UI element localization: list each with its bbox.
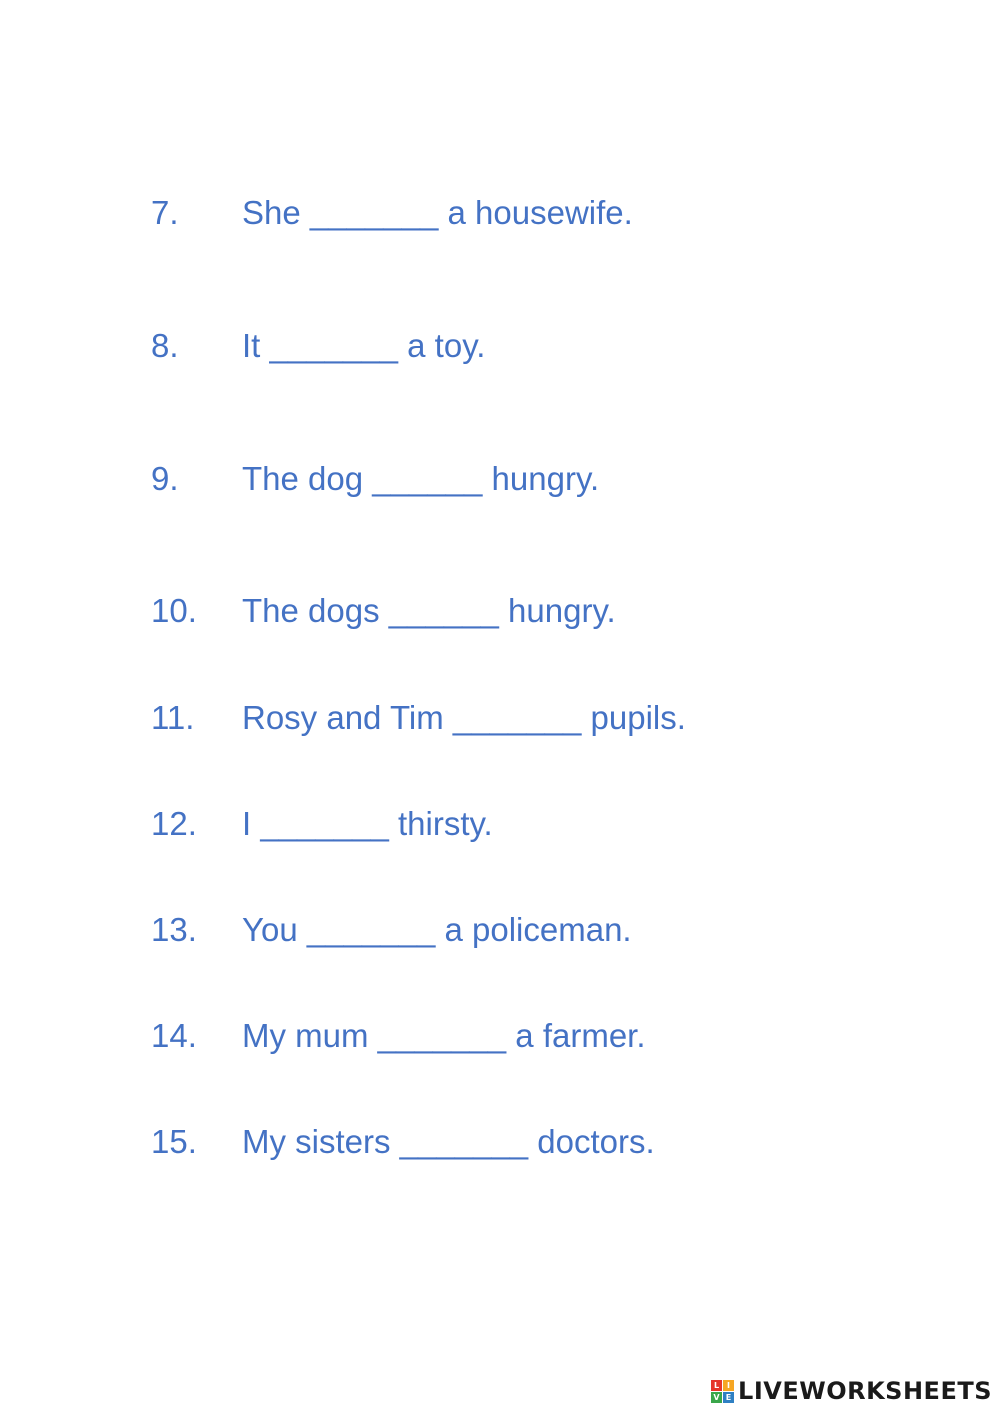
item-number: 15. (151, 1123, 197, 1160)
item-sentence: You _______ a policeman. (242, 911, 632, 948)
logo-tile: I (723, 1380, 734, 1391)
logo-tile: L (711, 1380, 722, 1391)
liveworksheets-logo-icon (711, 1380, 734, 1403)
item-sentence: My sisters _______ doctors. (242, 1123, 655, 1160)
item-sentence: It _______ a toy. (242, 327, 486, 364)
item-sentence: She _______ a housewife. (242, 194, 633, 231)
liveworksheets-watermark (711, 1377, 992, 1405)
exercise-item-8 (151, 324, 485, 368)
item-sentence: My mum _______ a farmer. (242, 1017, 646, 1054)
exercise-item-10 (151, 589, 616, 633)
item-number: 14. (151, 1017, 197, 1054)
exercise-item-11 (151, 696, 686, 740)
item-number: 8. (151, 327, 179, 364)
exercise-item-9 (151, 457, 599, 501)
item-number: 11. (151, 699, 195, 736)
exercise-item-15 (151, 1120, 655, 1164)
item-number: 9. (151, 460, 179, 497)
item-number: 13. (151, 911, 197, 948)
logo-tile: E (723, 1392, 734, 1403)
exercise-item-7 (151, 191, 633, 235)
exercise-item-13 (151, 908, 632, 952)
brand-name: LIVEWORKSHEETS (738, 1377, 992, 1405)
item-sentence: Rosy and Tim _______ pupils. (242, 699, 686, 736)
item-number: 12. (151, 805, 197, 842)
item-sentence: The dogs ______ hungry. (242, 592, 616, 629)
item-number: 7. (151, 194, 179, 231)
exercise-item-12 (151, 802, 493, 846)
item-sentence: The dog ______ hungry. (242, 460, 600, 497)
item-sentence: I _______ thirsty. (242, 805, 493, 842)
item-number: 10. (151, 592, 197, 629)
exercise-item-14 (151, 1014, 646, 1058)
logo-tile: V (711, 1392, 722, 1403)
